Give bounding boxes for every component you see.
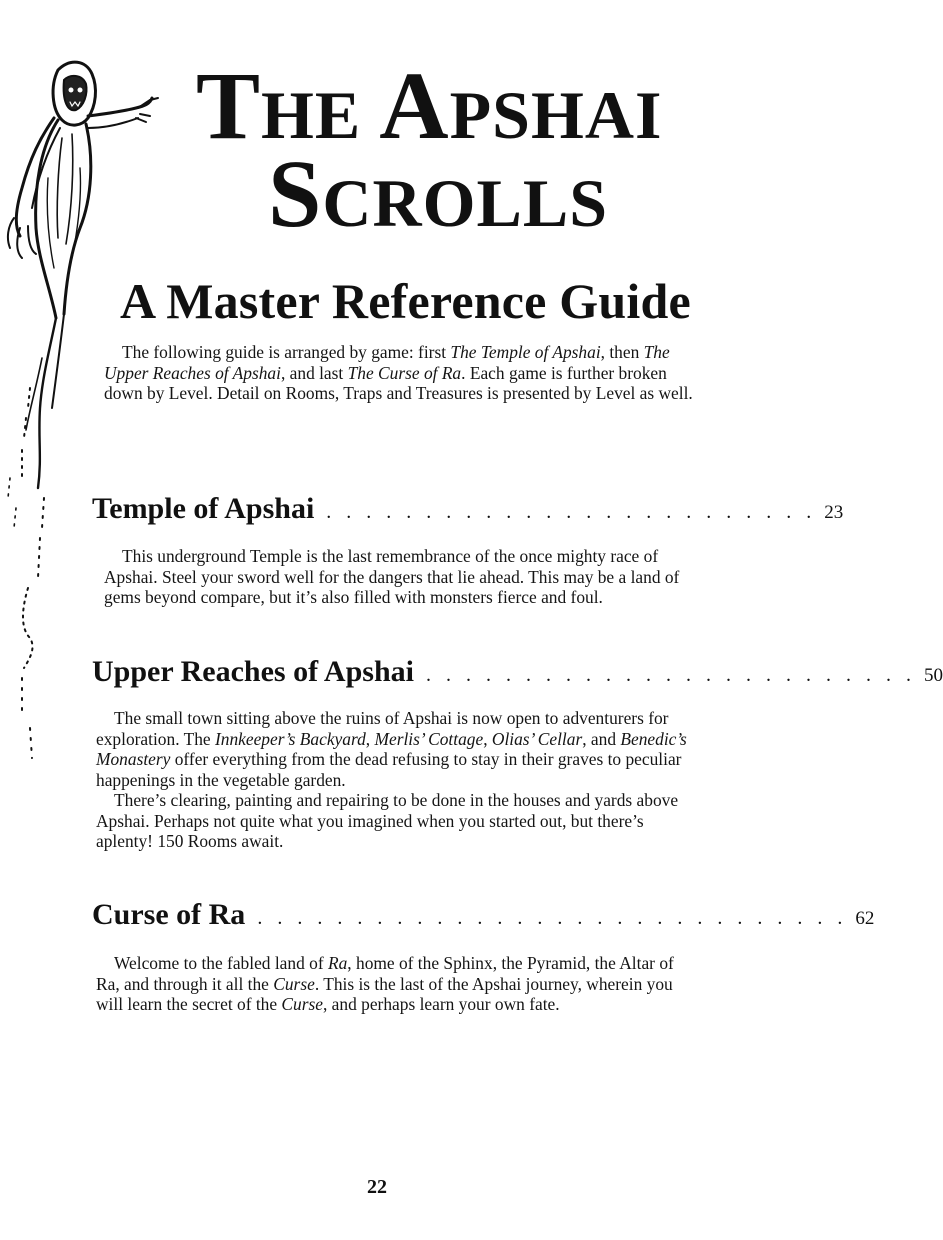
text-run: , xyxy=(365,728,375,749)
paragraph xyxy=(104,546,700,608)
paragraph xyxy=(96,708,700,790)
paragraph xyxy=(96,790,700,852)
text-run: The following guide is arranged by game: first xyxy=(122,342,451,362)
italic-text: Curse xyxy=(273,973,315,994)
title-fragment: T xyxy=(196,52,262,159)
section-heading-curse-of-ra xyxy=(92,898,875,938)
leader-dots: . . . . . . . . . . . . . . . . . . . . . . . . . . . . . . xyxy=(257,907,848,929)
title-fragment: PSHAI xyxy=(449,77,663,153)
section-title: Curse of Ra xyxy=(92,898,246,931)
text-run: Welcome to the fabled land of xyxy=(114,953,328,973)
section-title: Upper Reaches of Apshai xyxy=(92,655,414,688)
text-run: This underground Temple is the last remembrance of the once mighty race of Apshai. Steel your sword well for the dangers that lie ahead. This may be a land of gems beyond compare, but it’s also filled with monsters fierce and foul. xyxy=(104,546,680,607)
paragraph xyxy=(104,342,700,404)
section-page-number: 50 xyxy=(923,665,943,686)
text-run: , and last xyxy=(280,362,348,383)
italic-text: The Curse of Ra xyxy=(347,362,462,383)
italic-text: Innkeeper’s Backyard xyxy=(214,728,366,749)
italic-text: Ra xyxy=(327,953,348,973)
section-title: Temple of Apshai xyxy=(92,492,315,525)
section-description-upper-reaches xyxy=(96,708,700,852)
text-run: , home of the Sphinx, the Pyramid, the Altar of Ra, and through it all the xyxy=(96,953,674,994)
text-run: . This is the last of the Apshai journey, wherein you will learn the secret of the xyxy=(96,973,673,1014)
text-run: There’s clearing, painting and repairing to be done in the houses and yards above Apshai. Perhaps not quite what you imagined when you started out, but there’s aplenty! 150 Rooms await. xyxy=(96,790,679,851)
title-line-1 xyxy=(190,52,730,159)
section-page-number: 62 xyxy=(855,908,875,929)
text-run: The small town sitting above the ruins of Apshai is now open to adventurers for exploration. The xyxy=(96,708,669,749)
text-run: offer everything from the dead refusing to stay in their graves to peculiar happenings in the vegetable garden. xyxy=(96,749,682,790)
italic-text: The Temple of Apshai xyxy=(450,342,601,362)
italic-text: Merlis’ Cottage xyxy=(374,728,484,749)
section-description-curse-of-ra xyxy=(96,953,700,1015)
page-number: 22 xyxy=(367,1176,387,1198)
leader-dots: . . . . . . . . . . . . . . . . . . . . . . . . . xyxy=(425,664,916,686)
text-run: , then xyxy=(600,342,644,362)
title-line-2 xyxy=(190,140,730,247)
title-fragment: HE xyxy=(261,77,380,153)
italic-text: The Upper Reaches of Apshai xyxy=(104,342,670,383)
italic-text: Benedic’s Monastery xyxy=(96,728,687,769)
title-fragment: A xyxy=(379,52,450,159)
subtitle: A Master Reference Guide xyxy=(120,273,691,329)
italic-text: Olias’ Cellar xyxy=(491,728,583,749)
leader-dots: . . . . . . . . . . . . . . . . . . . . . . . . . xyxy=(326,501,817,523)
italic-text: Curse xyxy=(281,994,323,1014)
intro-paragraph xyxy=(104,342,700,404)
section-page-number: 23 xyxy=(824,502,844,523)
section-heading-upper-reaches xyxy=(92,655,943,695)
text-run: . Each game is further broken down by Level. Detail on Rooms, Traps and Treasures is presented by Level as well. xyxy=(104,362,693,403)
text-run: , and perhaps learn your own fate. xyxy=(322,994,560,1014)
section-description-temple-of-apshai xyxy=(104,546,700,608)
text-run: , xyxy=(483,728,492,749)
page-title xyxy=(190,52,730,247)
text-run: , and xyxy=(582,728,621,749)
section-heading-temple-of-apshai xyxy=(92,492,844,532)
title-fragment: CROLLS xyxy=(322,165,609,241)
paragraph xyxy=(96,953,700,1015)
title-fragment: S xyxy=(268,140,323,247)
